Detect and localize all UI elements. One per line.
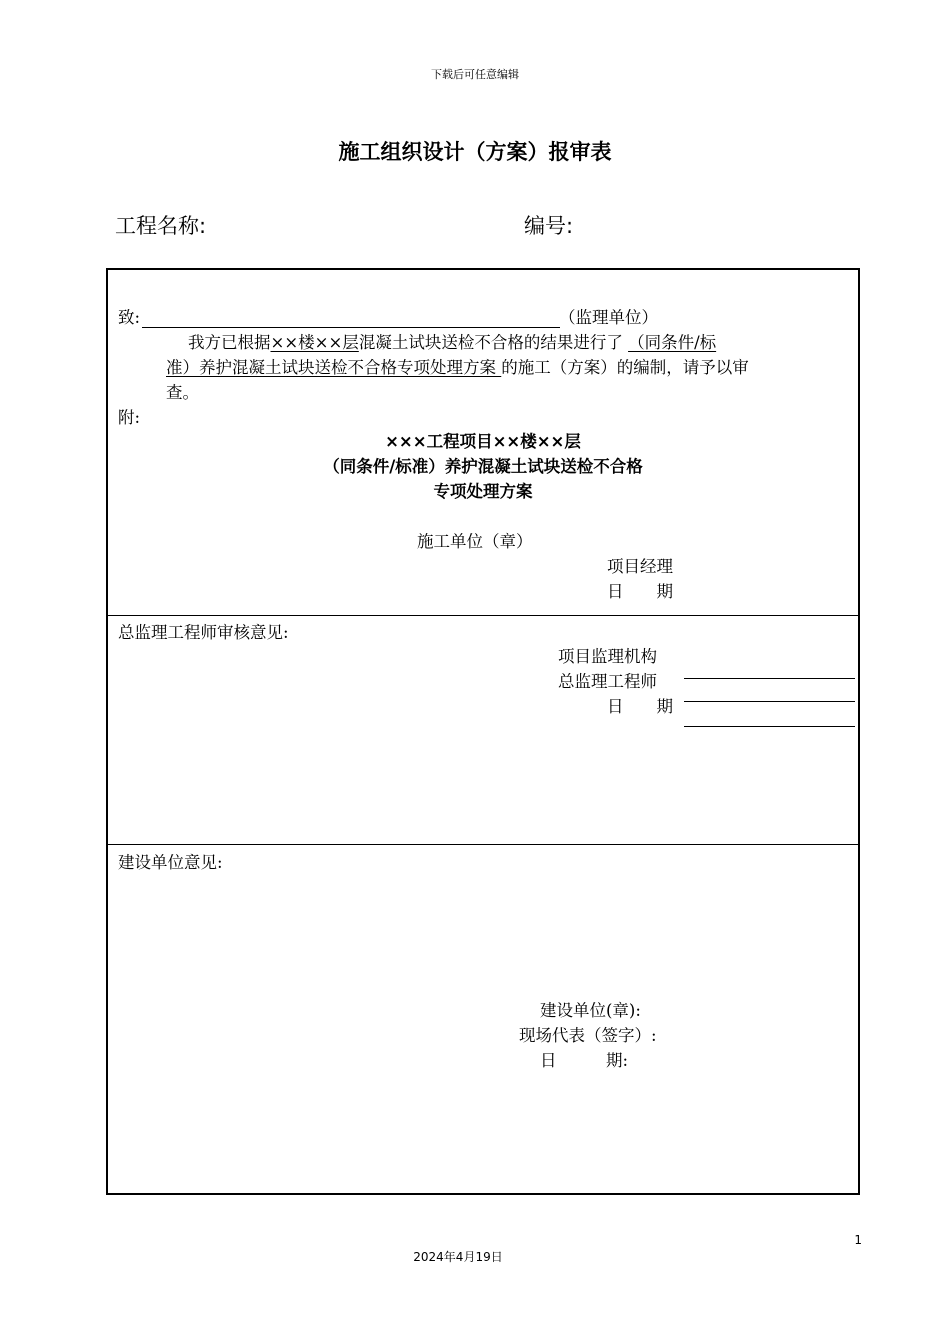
owner-unit-label: 建设单位(章): <box>540 1001 641 1020</box>
body-prefix: 我方已根据 <box>188 333 271 352</box>
review-date-label: 日 期 <box>607 697 673 716</box>
review-form-table <box>106 268 860 1195</box>
supervisor-unit-blank <box>142 327 560 328</box>
supervision-org-label: 项目监理机构 <box>558 647 657 666</box>
page-number: 1 <box>854 1233 862 1247</box>
plan-name-part1: （同条件/标 <box>628 333 717 352</box>
owner-date-label: 日 期: <box>540 1051 629 1070</box>
date-label: 日 期 <box>607 582 673 601</box>
site-rep-label: 现场代表（签字）: <box>519 1026 657 1045</box>
supervisor-review-heading: 总监理工程师审核意见: <box>118 623 289 642</box>
row-divider <box>108 844 858 845</box>
body-mid: 混凝土试块送检不合格的结果进行了 <box>358 333 629 352</box>
row-divider <box>108 615 858 616</box>
project-name-label: 工程名称: <box>115 214 207 238</box>
owner-opinion-heading: 建设单位意见: <box>118 853 223 872</box>
supervisor-unit-label: （监理单位） <box>559 308 658 327</box>
attachment-line-2: （同条件/标准）养护混凝土试块送检不合格 <box>323 457 643 476</box>
body-line-1 <box>188 329 716 353</box>
body-suffix: 的施工（方案）的编制，请予以审 <box>501 358 749 377</box>
attachment-label: 附: <box>118 408 141 427</box>
page-title: 施工组织设计（方案）报审表 <box>338 140 612 164</box>
to-label: 致: <box>118 308 141 327</box>
header-note: 下载后可任意编辑 <box>431 68 519 81</box>
date-signature-line <box>684 726 855 727</box>
chief-engineer-label: 总监理工程师 <box>558 672 657 691</box>
attachment-line-1: ×××工程项目××楼××层 <box>385 432 581 451</box>
body-line-2 <box>166 354 749 378</box>
org-signature-line <box>684 678 855 679</box>
number-label: 编号: <box>524 214 574 238</box>
body-end: 查。 <box>166 383 199 402</box>
basis-text: ××楼××层 <box>270 333 359 352</box>
footer-date: 2024年4月19日 <box>413 1250 503 1264</box>
project-manager-label: 项目经理 <box>607 557 673 576</box>
construction-unit-label: 施工单位（章） <box>417 532 533 551</box>
plan-name-part2: 准）养护混凝土试块送检不合格专项处理方案 <box>166 358 502 377</box>
engineer-signature-line <box>684 701 855 702</box>
attachment-line-3: 专项处理方案 <box>433 482 533 501</box>
